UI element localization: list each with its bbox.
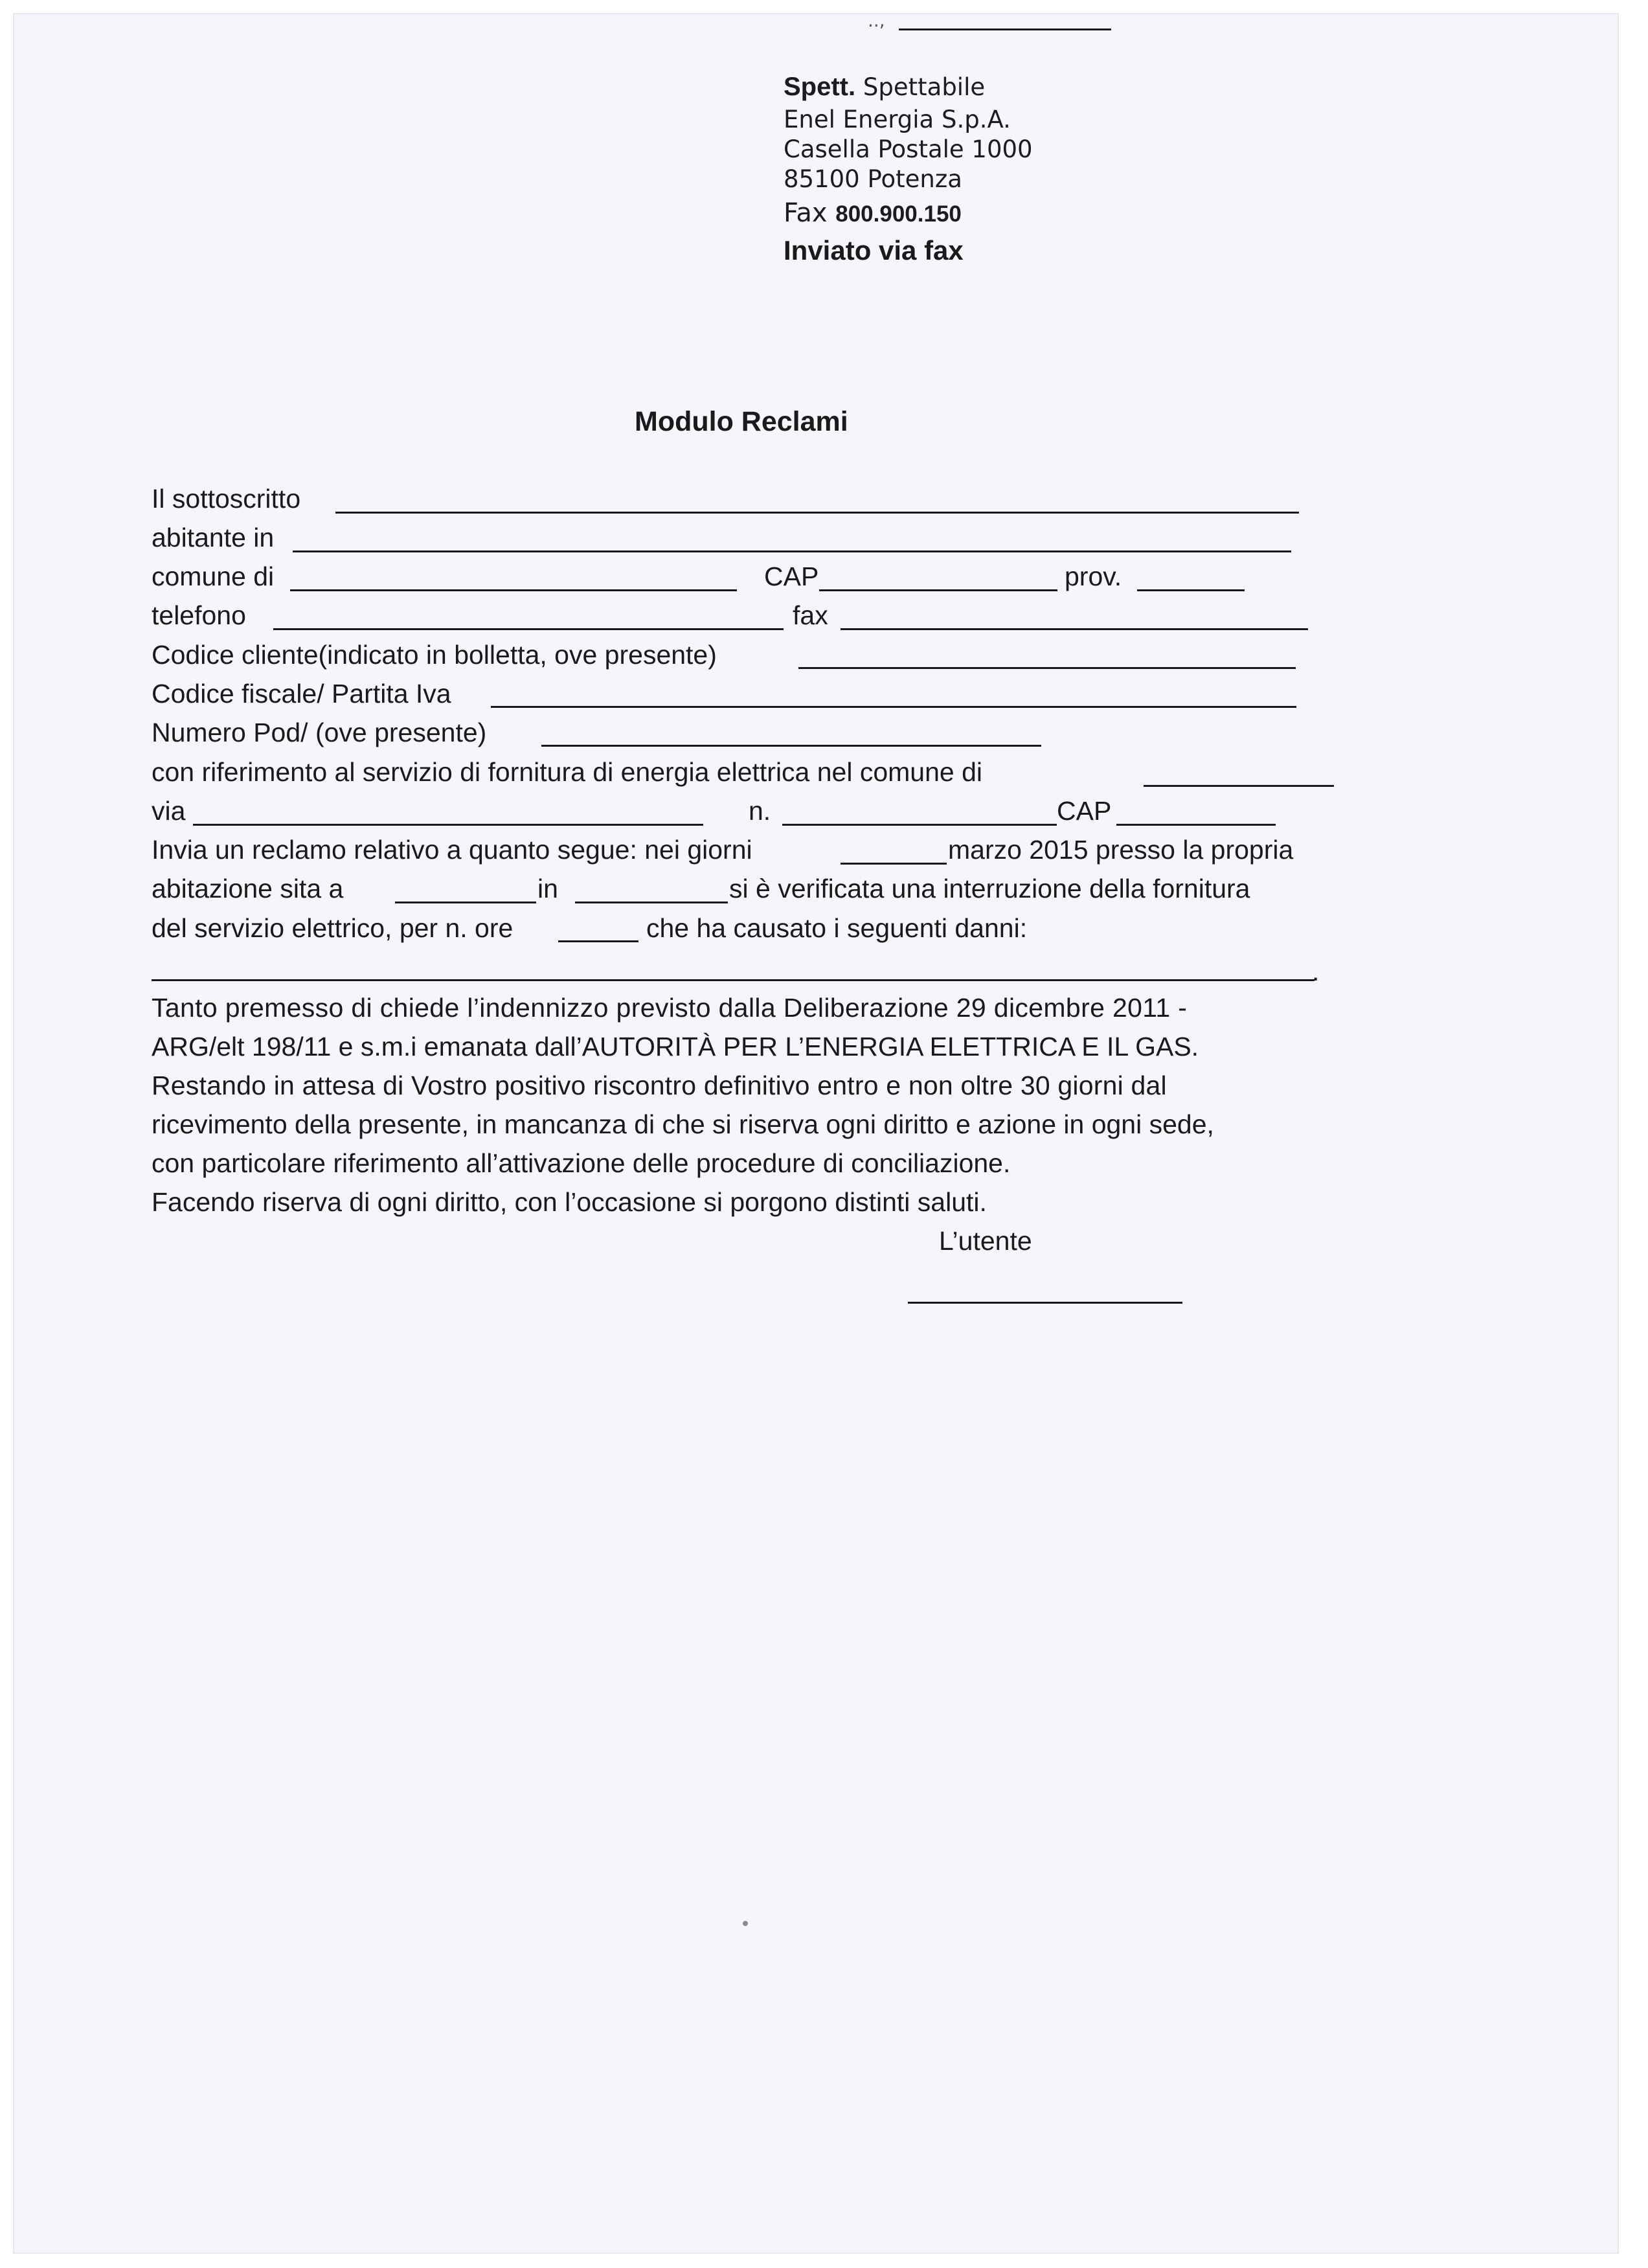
page-margin	[1629, 0, 1648, 2268]
field-abitante[interactable]	[293, 550, 1291, 552]
signature-line[interactable]	[908, 1302, 1182, 1304]
label-verificata: si è verificata una interruzione della fornitura	[729, 874, 1250, 903]
paragraph-line-2: ARG/elt 198/11 e s.m.i emanata dall’AUTORITÀ PER L’ENERGIA ELETTRICA E IL GAS.	[152, 1032, 1199, 1061]
label-servizio: del servizio elettrico, per n. ore	[152, 913, 514, 943]
salutation-bold: Spett.	[784, 73, 856, 101]
paragraph-line-5: con particolare riferimento all’attivazione delle procedure di conciliazione.	[152, 1148, 1011, 1178]
field-numero-pod[interactable]	[541, 745, 1041, 747]
salutation: Spettabile	[863, 73, 986, 101]
field-danni[interactable]	[152, 979, 1315, 981]
scan-speck	[743, 1921, 748, 1926]
label-invia: Invia un reclamo relativo a quanto segue: nei giorni	[152, 835, 752, 865]
signature-label: L’utente	[939, 1226, 1032, 1256]
danni-period: .	[1312, 957, 1320, 986]
recipient-city: 85100 Potenza	[784, 165, 962, 193]
label-via: via	[152, 796, 186, 826]
label-fax: fax	[793, 600, 828, 630]
label-cap: CAP	[764, 561, 819, 591]
label-sottoscritto: Il sottoscritto	[152, 484, 301, 514]
label-telefono: telefono	[152, 600, 246, 630]
field-sottoscritto[interactable]	[335, 512, 1299, 514]
label-codice-cliente: Codice cliente(indicato in bolletta, ove presente)	[152, 640, 717, 670]
paragraph-line-3: Restando in attesa di Vostro positivo riscontro definitivo entro e non oltre 30 giorni dal	[152, 1071, 1167, 1100]
label-codice-fiscale: Codice fiscale/ Partita Iva	[152, 679, 451, 709]
field-in[interactable]	[575, 902, 728, 903]
recipient-fax	[784, 200, 962, 226]
label-marzo: marzo 2015 presso la propria	[948, 835, 1294, 865]
page-title: Modulo Reclami	[635, 406, 848, 437]
label-comune: comune di	[152, 561, 275, 591]
paragraph-line-4: ricevimento della presente, in mancanza di che si riserva ogni diritto e azione in ogni sede,	[152, 1109, 1214, 1139]
label-abitante: abitante in	[152, 523, 275, 552]
recipient-po-box: Casella Postale 1000	[784, 135, 1033, 163]
label-in: in	[537, 874, 558, 903]
recipient-salutation-line	[784, 74, 985, 100]
top-marks: ..,	[868, 10, 885, 31]
field-cap[interactable]	[819, 589, 1057, 591]
fax-label: Fax	[784, 198, 828, 228]
label-n: n.	[749, 796, 771, 826]
field-via[interactable]	[193, 824, 703, 826]
field-fax[interactable]	[841, 628, 1308, 630]
field-codice-fiscale[interactable]	[491, 706, 1296, 708]
recipient-company: Enel Energia S.p.A.	[784, 106, 1011, 133]
field-n[interactable]	[782, 824, 1057, 826]
field-comune[interactable]	[290, 589, 737, 591]
label-prov: prov.	[1065, 561, 1122, 591]
field-comune-fornitura[interactable]	[1144, 785, 1334, 787]
field-giorni[interactable]	[841, 863, 947, 865]
paragraph-line-1: Tanto premesso di chiede l’indennizzo previsto dalla Deliberazione 29 dicembre 2011 -	[152, 993, 1188, 1023]
field-telefono[interactable]	[273, 628, 784, 630]
field-sita-a[interactable]	[395, 902, 536, 903]
label-danni: che ha causato i seguenti danni:	[646, 913, 1028, 943]
field-codice-cliente[interactable]	[798, 667, 1296, 669]
label-abitazione: abitazione sita a	[152, 874, 344, 903]
fax-number: 800.900.150	[835, 201, 962, 227]
label-numero-pod: Numero Pod/ (ove presente)	[152, 718, 487, 747]
paragraph-line-6: Facendo riserva di ogni diritto, con l’occasione si porgono distinti saluti.	[152, 1187, 987, 1217]
field-ore[interactable]	[558, 940, 638, 942]
field-cap2[interactable]	[1116, 824, 1276, 826]
label-riferimento: con riferimento al servizio di fornitura di energia elettrica nel comune di	[152, 757, 983, 787]
date-line	[899, 28, 1111, 30]
label-cap2: CAP	[1057, 796, 1112, 826]
field-prov[interactable]	[1137, 589, 1245, 591]
sent-via: Inviato via fax	[784, 235, 964, 266]
